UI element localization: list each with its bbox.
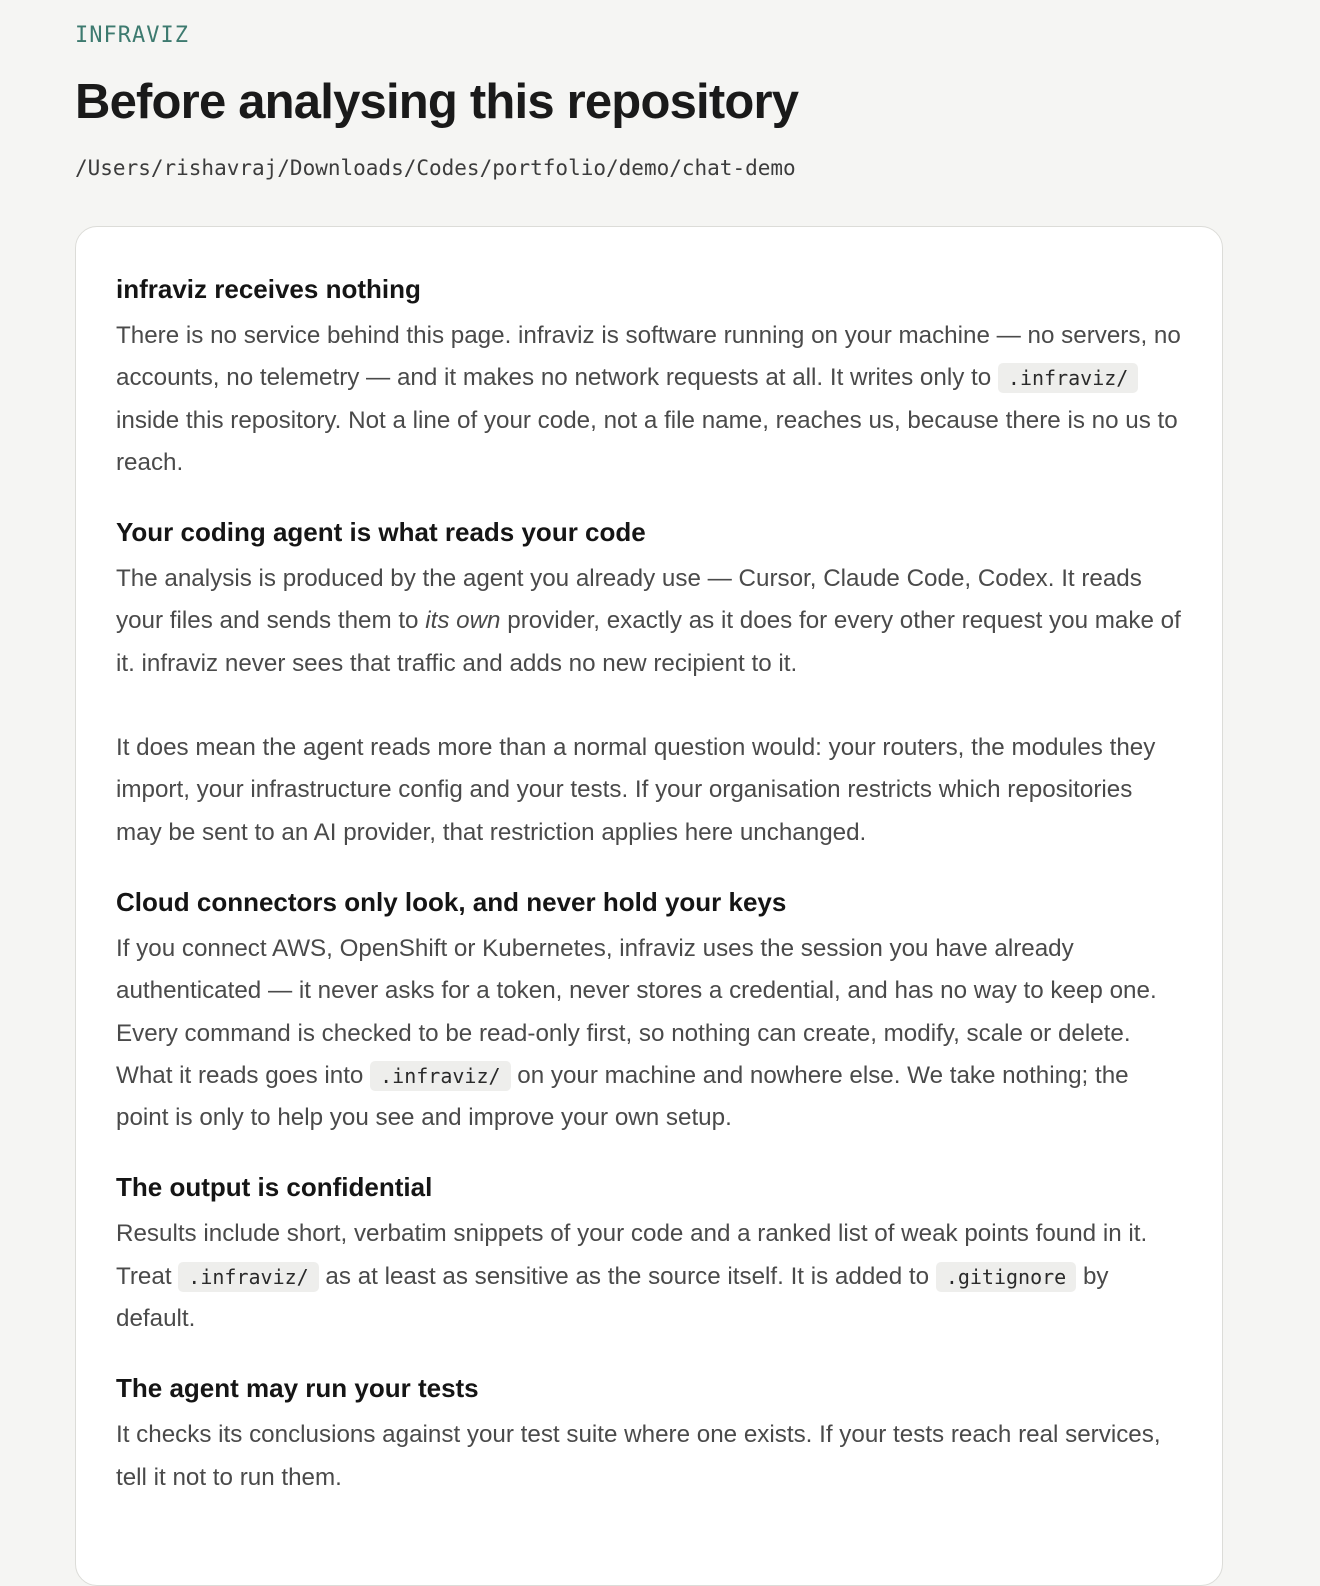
section-paragraph [116, 727, 1182, 854]
paragraph-text: It checks its conclusions against your test suite where one exists. If your tests reach real services, tell it not to run them. [116, 1421, 1161, 1491]
paragraph-text: inside this repository. Not a line of your code, not a file name, reaches us, because there is no us to reach. [116, 406, 1178, 476]
section-heading: Cloud connectors only look, and never hold your keys [116, 886, 787, 917]
inline-code: .infraviz/ [370, 1061, 510, 1091]
section-heading: The output is confidential [116, 1172, 433, 1203]
section-output-confidential [116, 1169, 1182, 1340]
paragraph-text: provider, exactly as it does for every other request you make of it. infraviz never sees that traffic and adds no new recipient to it. [116, 607, 1181, 677]
disclosure-card [75, 226, 1223, 1586]
inline-code: .infraviz/ [178, 1262, 318, 1292]
paragraph-text: Results include short, verbatim snippets of your code and a ranked list of weak points found in it. Treat [116, 1220, 1148, 1290]
section-paragraph [116, 1213, 1182, 1340]
section-heading: infraviz receives nothing [116, 274, 421, 304]
paragraph-text: If you connect AWS, OpenShift or Kubernetes, infraviz uses the session you have already authenticated — it never asks for a token, never stores a credential, and has no way to keep one. Every command is checked to be read-only first, so nothing can create, modify, scale or delete. What it reads goes into [116, 934, 1157, 1089]
paragraph-text: as at least as sensitive as the source itself. It is added to [318, 1262, 936, 1290]
paragraph-text: There is no service behind this page. infraviz is software running on your machine — no servers, no accounts, no telemetry — and it makes no network requests at all. It writes only to [116, 322, 1181, 392]
section-receives-nothing [116, 271, 1182, 484]
paragraph-text: on your machine and nowhere else. We take nothing; the point is only to help you see and improve your own setup. [116, 1061, 1129, 1132]
paragraph-text: It does mean the agent reads more than a normal question would: your routers, the modules they import, your infrastructure config and your tests. If your organisation restricts which repositories may be sent to an AI provider, that restriction applies here unchanged. [116, 734, 1156, 846]
page-title: Before analysing this repository [75, 75, 799, 129]
brand-eyebrow: INFRAVIZ [75, 23, 189, 48]
section-heading: The agent may run your tests [116, 1373, 479, 1404]
paragraph-text: The analysis is produced by the agent you already use — Cursor, Claude Code, Codex. It reads your files and sends them to [116, 565, 1142, 635]
section-paragraph [116, 928, 1182, 1139]
section-cloud-connectors [116, 884, 1182, 1139]
section-run-tests [116, 1370, 1182, 1499]
section-paragraph [116, 315, 1182, 484]
section-heading: Your coding agent is what reads your code [116, 517, 646, 548]
repository-path: /Users/rishavraj/Downloads/Codes/portfolio/demo/chat-demo [75, 156, 796, 180]
consent-page [0, 0, 1320, 182]
section-coding-agent [116, 514, 1182, 854]
inline-code: .infraviz/ [998, 363, 1138, 393]
paragraph-text: by default. [116, 1262, 1109, 1333]
inline-code: .gitignore [936, 1262, 1076, 1292]
emphasis-text: its own [425, 607, 501, 635]
section-paragraph [116, 1414, 1182, 1499]
section-paragraph [116, 558, 1182, 685]
